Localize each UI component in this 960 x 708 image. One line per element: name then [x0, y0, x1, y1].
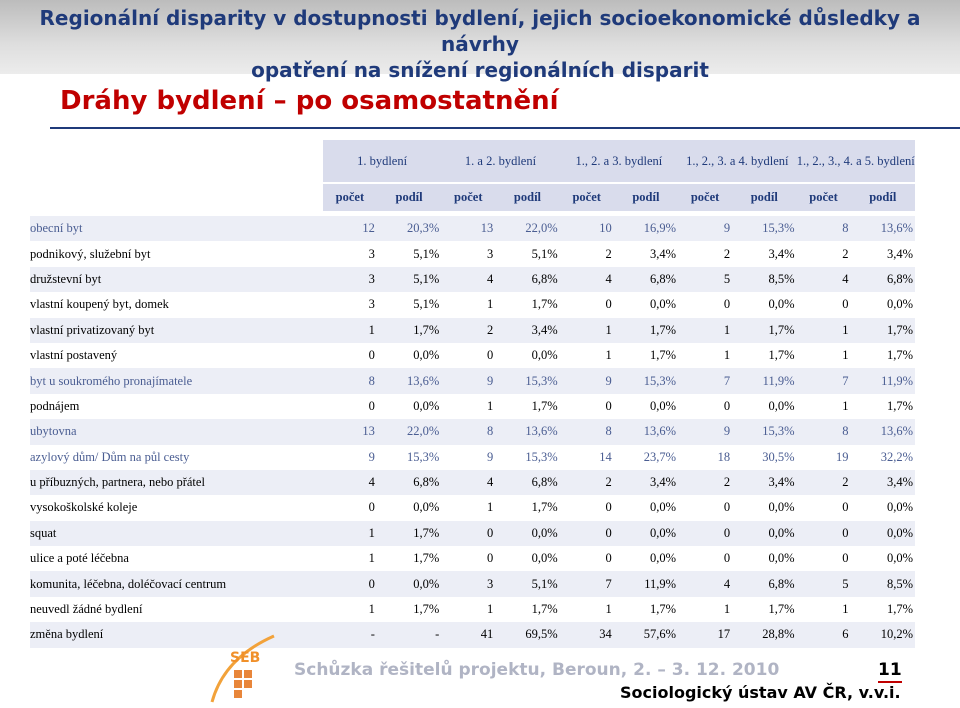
count-cell: 1: [487, 398, 494, 413]
share-cell: 13,6%: [614, 419, 678, 444]
row-label: obecní byt: [30, 216, 323, 241]
count-cell: 1: [368, 602, 375, 617]
count-cell: 0: [605, 297, 612, 312]
share-cell: 3,4%: [886, 246, 913, 261]
count-cell: 0: [723, 297, 731, 312]
column-header: počet: [441, 183, 495, 211]
share-cell: 0,0%: [614, 521, 678, 546]
count-cell: 10: [560, 216, 614, 241]
count-cell: 0: [368, 348, 375, 363]
column-header: počet: [560, 183, 614, 211]
count-cell: 2: [797, 470, 851, 495]
share-cell: 0,0%: [886, 297, 913, 312]
share-cell: 8,5%: [851, 571, 916, 596]
table-row: [30, 521, 915, 546]
table-row: [30, 419, 915, 444]
share-cell: 1,7%: [377, 318, 441, 343]
share-cell: 13,6%: [377, 368, 441, 393]
share-cell: 1,7%: [768, 348, 795, 363]
share-cell: 0,0%: [886, 500, 913, 515]
count-cell: 1: [560, 318, 614, 343]
share-cell: 69,5%: [495, 622, 559, 647]
row-label: podnájem: [30, 398, 80, 413]
count-cell: 4: [441, 470, 495, 495]
count-cell: 1: [368, 551, 375, 566]
count-cell: 13: [323, 419, 377, 444]
count-cell: 0: [487, 551, 494, 566]
share-cell: 0,0%: [768, 398, 795, 413]
count-cell: 3: [441, 571, 495, 596]
share-cell: 3,4%: [851, 470, 916, 495]
share-cell: 8,5%: [732, 267, 796, 292]
table-row: [30, 368, 915, 393]
share-cell: 0,0%: [650, 297, 677, 312]
share-cell: 5,1%: [413, 246, 440, 261]
table-row: [30, 470, 915, 495]
table-row: [30, 318, 915, 343]
title-underline: [50, 127, 960, 129]
count-cell: 7: [560, 571, 614, 596]
count-cell: 9: [678, 419, 732, 444]
count-cell: 4: [797, 267, 851, 292]
count-cell: 0: [605, 500, 612, 515]
share-cell: 0,0%: [413, 348, 440, 363]
share-cell: 1,7%: [732, 318, 796, 343]
share-cell: 22,0%: [377, 419, 441, 444]
count-cell: 12: [323, 216, 377, 241]
count-cell: 7: [797, 368, 851, 393]
group-header: 1., 2., 3. a 4. bydlení: [678, 140, 796, 183]
count-cell: 17: [678, 622, 732, 647]
share-cell: 3,4%: [495, 318, 559, 343]
share-cell: 6,8%: [851, 267, 916, 292]
count-cell: 3: [323, 267, 377, 292]
logo-text: SEB: [230, 650, 261, 666]
share-cell: 28,8%: [732, 622, 796, 647]
count-cell: 0: [323, 571, 377, 596]
share-cell: 57,6%: [614, 622, 678, 647]
count-cell: 0: [723, 551, 731, 566]
share-cell: 1,7%: [886, 348, 913, 363]
share-cell: 13,6%: [495, 419, 559, 444]
count-cell: 1: [323, 318, 377, 343]
share-cell: -: [377, 622, 441, 647]
header-corner: [30, 140, 323, 183]
share-cell: 15,3%: [732, 419, 796, 444]
share-cell: 15,3%: [614, 368, 678, 393]
column-header: podíl: [851, 183, 916, 211]
share-cell: 0,0%: [531, 551, 558, 566]
count-cell: 0: [605, 398, 612, 413]
count-cell: 1: [678, 318, 732, 343]
share-cell: 0,0%: [768, 297, 795, 312]
share-cell: 15,3%: [732, 216, 796, 241]
count-cell: 0: [723, 398, 731, 413]
count-cell: 7: [678, 368, 732, 393]
share-cell: 1,7%: [531, 297, 558, 312]
count-cell: 41: [441, 622, 495, 647]
share-cell: 5,1%: [495, 571, 559, 596]
count-cell: 6: [797, 622, 851, 647]
count-cell: 0: [605, 551, 612, 566]
table-row: [30, 241, 915, 266]
table-row: [30, 267, 915, 292]
count-cell: 0: [842, 500, 849, 515]
table-row: [30, 495, 915, 520]
share-cell: 0,0%: [768, 500, 795, 515]
table-row: [30, 546, 915, 571]
share-cell: 22,0%: [495, 216, 559, 241]
column-header: podíl: [377, 183, 441, 211]
row-label: azylový dům/ Dům na půl cesty: [30, 449, 190, 464]
count-cell: 1: [323, 521, 377, 546]
share-cell: 3,4%: [768, 246, 795, 261]
row-label: squat: [30, 521, 323, 546]
count-cell: 0: [560, 521, 614, 546]
share-cell: 0,0%: [650, 398, 677, 413]
count-cell: 1: [605, 348, 612, 363]
count-cell: 3: [487, 246, 494, 261]
row-label: ulice a poté léčebna: [30, 551, 129, 566]
share-cell: 30,5%: [762, 449, 795, 464]
count-cell: 8: [323, 368, 377, 393]
share-cell: 23,7%: [643, 449, 677, 464]
table-row: [30, 343, 915, 368]
share-cell: 3,4%: [650, 246, 677, 261]
share-cell: 6,8%: [495, 267, 559, 292]
count-cell: 2: [441, 318, 495, 343]
count-cell: 3: [368, 246, 375, 261]
count-cell: 3: [368, 297, 375, 312]
row-label: u příbuzných, partnera, nebo přátel: [30, 470, 323, 495]
count-cell: 2: [560, 470, 614, 495]
share-cell: 1,7%: [851, 318, 916, 343]
share-cell: 1,7%: [886, 602, 913, 617]
share-cell: 3,4%: [732, 470, 796, 495]
share-cell: 1,7%: [650, 602, 677, 617]
count-cell: 1: [487, 297, 494, 312]
share-cell: 6,8%: [614, 267, 678, 292]
group-header: 1. bydlení: [323, 140, 441, 183]
column-header: počet: [323, 183, 377, 211]
share-cell: 32,2%: [880, 449, 913, 464]
count-cell: 5: [797, 571, 851, 596]
share-cell: 11,9%: [851, 368, 916, 393]
share-cell: 10,2%: [851, 622, 916, 647]
row-label: družstevní byt: [30, 267, 323, 292]
count-cell: 2: [605, 246, 612, 261]
count-cell: 1: [842, 398, 849, 413]
count-cell: 2: [678, 470, 732, 495]
table-row: [30, 292, 915, 317]
header-title-line2: opatření na snížení regionálních disparit: [251, 58, 709, 82]
count-cell: 18: [717, 449, 731, 464]
sub-header-row: [30, 183, 915, 211]
share-cell: 5,1%: [531, 246, 558, 261]
header-bar: [0, 0, 960, 82]
column-header: podíl: [495, 183, 559, 211]
row-label: komunita, léčebna, doléčovací centrum: [30, 571, 323, 596]
share-cell: 1,7%: [413, 602, 440, 617]
seb-logo: [204, 628, 290, 708]
share-cell: 0,0%: [650, 500, 677, 515]
count-cell: 0: [842, 551, 849, 566]
count-cell: -: [323, 622, 377, 647]
count-cell: 14: [599, 449, 612, 464]
share-cell: 0,0%: [650, 551, 677, 566]
count-cell: 0: [797, 521, 851, 546]
share-cell: 0,0%: [413, 398, 440, 413]
group-header: 1. a 2. bydlení: [441, 140, 559, 183]
share-cell: 1,7%: [531, 500, 558, 515]
count-cell: 2: [723, 246, 731, 261]
count-cell: 1: [842, 348, 849, 363]
count-cell: 9: [678, 216, 732, 241]
meeting-footer: Schůzka řešitelů projektu, Beroun, 2. – 3. 12. 2010: [294, 660, 780, 680]
share-cell: 0,0%: [495, 521, 559, 546]
share-cell: 6,8%: [495, 470, 559, 495]
row-label: podnikový, služební byt: [30, 246, 151, 261]
count-cell: 0: [723, 500, 731, 515]
count-cell: 4: [323, 470, 377, 495]
count-cell: 8: [441, 419, 495, 444]
group-header: 1., 2., 3., 4. a 5. bydlení: [797, 140, 916, 183]
header-corner: [30, 183, 323, 211]
share-cell: 20,3%: [377, 216, 441, 241]
count-cell: 0: [487, 348, 494, 363]
share-cell: 1,7%: [413, 551, 440, 566]
count-cell: 0: [368, 500, 375, 515]
count-cell: 1: [842, 602, 849, 617]
count-cell: 0: [441, 521, 495, 546]
count-cell: 9: [368, 449, 375, 464]
count-cell: 0: [368, 398, 375, 413]
column-header: podíl: [614, 183, 678, 211]
share-cell: 0,0%: [768, 551, 795, 566]
institute-footer: Sociologický ústav AV ČR, v.v.i.: [620, 683, 901, 702]
share-cell: 1,7%: [614, 318, 678, 343]
share-cell: 6,8%: [732, 571, 796, 596]
row-label: změna bydlení: [30, 622, 323, 647]
page-number: 11: [878, 660, 902, 680]
count-cell: 4: [441, 267, 495, 292]
row-label: vlastní privatizovaný byt: [30, 318, 323, 343]
count-cell: 19: [836, 449, 849, 464]
share-cell: 13,6%: [851, 216, 916, 241]
table-row: [30, 622, 915, 647]
count-cell: 9: [560, 368, 614, 393]
count-cell: 2: [842, 246, 849, 261]
row-label: neuvedl žádné bydlení: [30, 602, 143, 617]
share-cell: 0,0%: [531, 348, 558, 363]
share-cell: 11,9%: [732, 368, 796, 393]
row-label: vlastní postavený: [30, 348, 118, 363]
count-cell: 1: [723, 602, 731, 617]
slide-title: Dráhy bydlení – po osamostatnění: [60, 86, 559, 116]
column-header: podíl: [732, 183, 796, 211]
header-title-line1: Regionální disparity v dostupnosti bydlení, jejich socioekonomické důsledky a návrhy: [39, 6, 921, 56]
table-row: [30, 571, 915, 596]
count-cell: 1: [487, 602, 494, 617]
count-cell: 0: [678, 521, 732, 546]
count-cell: 9: [441, 368, 495, 393]
count-cell: 5: [678, 267, 732, 292]
count-cell: 1: [605, 602, 612, 617]
share-cell: 1,7%: [650, 348, 677, 363]
share-cell: 15,3%: [406, 449, 440, 464]
share-cell: 3,4%: [614, 470, 678, 495]
share-cell: 5,1%: [377, 267, 441, 292]
group-header-row: [30, 140, 915, 183]
share-cell: 0,0%: [886, 551, 913, 566]
share-cell: 1,7%: [531, 602, 558, 617]
table-row: [30, 216, 915, 241]
share-cell: 13,6%: [851, 419, 916, 444]
share-cell: 1,7%: [768, 602, 795, 617]
count-cell: 34: [560, 622, 614, 647]
table-row: [30, 597, 915, 622]
count-cell: 1: [487, 500, 494, 515]
count-cell: 1: [797, 318, 851, 343]
table-row: [30, 394, 915, 419]
row-label: ubytovna: [30, 419, 323, 444]
share-cell: 5,1%: [413, 297, 440, 312]
row-label: vlastní koupený byt, domek: [30, 297, 169, 312]
share-cell: 11,9%: [614, 571, 678, 596]
share-cell: 16,9%: [614, 216, 678, 241]
count-cell: 8: [797, 419, 851, 444]
share-cell: 1,7%: [377, 521, 441, 546]
count-cell: 0: [842, 297, 849, 312]
count-cell: 4: [678, 571, 732, 596]
count-cell: 9: [487, 449, 494, 464]
share-cell: 15,3%: [495, 368, 559, 393]
column-header: počet: [678, 183, 732, 211]
share-cell: 1,7%: [531, 398, 558, 413]
column-header: počet: [797, 183, 851, 211]
table-row: [30, 445, 915, 470]
row-label: byt u soukromého pronajímatele: [30, 368, 323, 393]
count-cell: 4: [560, 267, 614, 292]
share-cell: 0,0%: [413, 500, 440, 515]
count-cell: 13: [441, 216, 495, 241]
share-cell: 1,7%: [886, 398, 913, 413]
group-header: 1., 2. a 3. bydlení: [560, 140, 678, 183]
housing-trajectory-table: [30, 140, 915, 648]
share-cell: 0,0%: [732, 521, 796, 546]
share-cell: 0,0%: [851, 521, 916, 546]
row-label: vysokoškolské koleje: [30, 500, 138, 515]
share-cell: 0,0%: [377, 571, 441, 596]
count-cell: 8: [797, 216, 851, 241]
share-cell: 6,8%: [377, 470, 441, 495]
count-cell: 1: [723, 348, 731, 363]
share-cell: 15,3%: [525, 449, 558, 464]
count-cell: 8: [560, 419, 614, 444]
